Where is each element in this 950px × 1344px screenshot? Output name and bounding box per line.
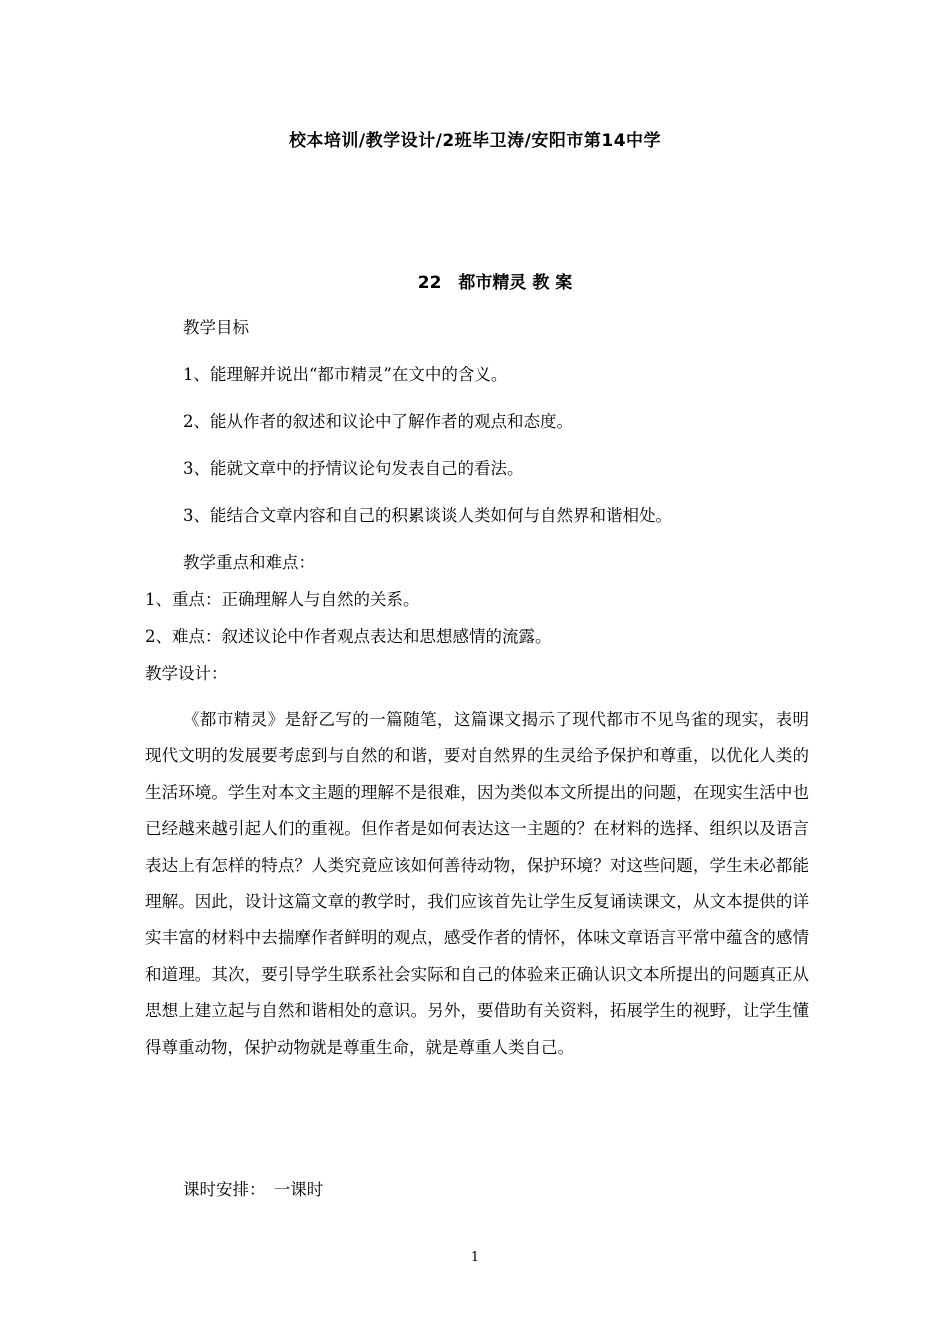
- objective-item-1: 1、能理解并说出“都市精灵”在文中的含义。: [183, 365, 508, 384]
- schedule-line: 课时安排： 一课时: [183, 1180, 324, 1199]
- key-points-heading: 教学重点和难点：: [183, 553, 315, 572]
- key-point-item-2: 2、难点：叙述议论中作者观点表达和思想感情的流露。: [145, 627, 552, 646]
- design-heading: 教学设计：: [145, 664, 228, 683]
- objective-item-4: 3、能结合文章内容和自己的积累谈谈人类如何与自然界和谐相处。: [183, 506, 672, 525]
- design-paragraph: 《都市精灵》是舒乙写的一篇随笔，这篇课文揭示了现代都市不见鸟雀的现实，表明现代文明的发展要考虑到与自然的和谐，要对自然界的生灵给予保护和尊重，以优化人类的生活环境。学生对本文主题的理解不是很难，因为类似本文所提出的问题，在现实生活中也已经越来越引起人们的重视。但作者是如何表达这一主题的？在材料的选择、组织以及语言表达上有怎样的特点？人类究竟应该如何善待动物，保护环境？对这些问题，学生未必都能理解。因此，设计这篇文章的教学时，我们应该首先让学生反复诵读课文，从文本提供的详实丰富的材料中去揣摩作者鲜明的观点，感受作者的情怀，体味文章语言平常中蕴含的感情和道理。其次，要引导学生联系社会实际和自己的体验来正确认识文本所提出的问题真正从思想上建立起与自然和谐相处的意识。另外，要借助有关资料，拓展学生的视野，让学生懂得尊重动物，保护动物就是尊重生命，就是尊重人类自己。: [145, 710, 809, 1057]
- objectives-heading: 教学目标: [183, 318, 249, 337]
- page-number: 1: [470, 1250, 480, 1265]
- key-point-item-1: 1、重点：正确理解人与自然的关系。: [145, 590, 420, 609]
- objective-item-2: 2、能从作者的叙述和议论中了解作者的观点和态度。: [183, 412, 573, 431]
- objective-item-3: 3、能就文章中的抒情议论句发表自己的看法。: [183, 459, 524, 478]
- document-header: 校本培训/教学设计/2班毕卫涛/安阳市第14中学: [288, 131, 662, 151]
- lesson-title: 22 都市精灵 教 案: [417, 273, 573, 293]
